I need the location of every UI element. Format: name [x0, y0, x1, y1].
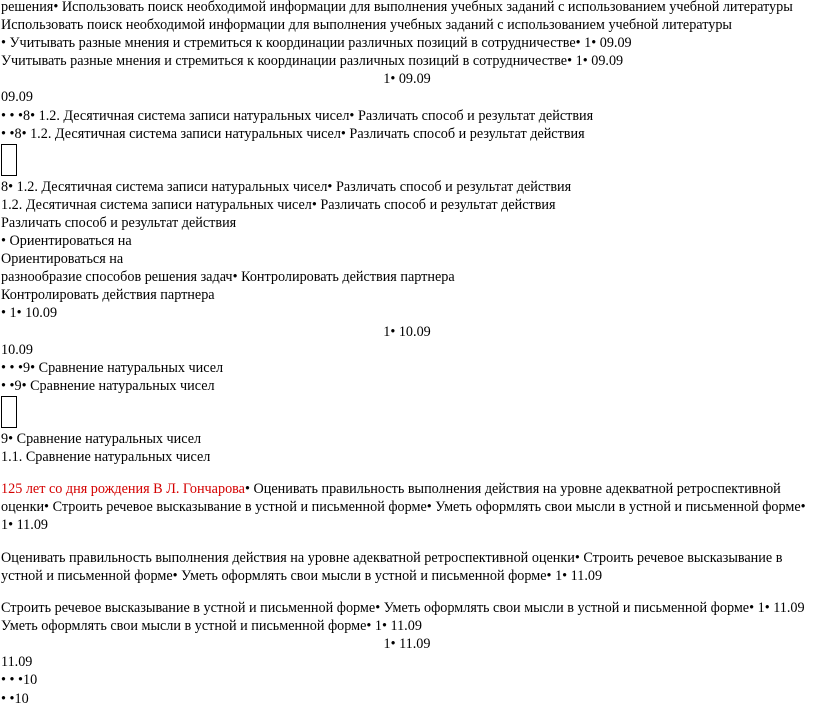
empty-box — [1, 144, 17, 176]
text-line: 8• 1.2. Десятичная система записи натуральных чисел• Различать способ и результат действия — [1, 178, 572, 195]
text-line: • Ориентироваться на — [1, 233, 132, 250]
text-line: • Учитывать разные мнения и стремиться к координации различных позиций в сотрудничестве• 1• 09.09 — [1, 35, 632, 52]
text-line: • • •9• Сравнение натуральных чисел — [1, 359, 224, 376]
text-paragraph: Оценивать правильность выполнения действия на уровне адекватной ретроспективной оценки• Строить речевое высказывание в устной и письменной форме• Уметь оформлять свои мысли в устной и письменной форме• 1• 11.09 — [1, 549, 783, 584]
text-line: 1• 11.09 — [383, 636, 431, 653]
text-line: Уметь оформлять свои мысли в устной и письменной форме• 1• 11.09 — [1, 618, 422, 635]
text-line: 1• 09.09 — [383, 71, 431, 88]
text-line: • • •8• 1.2. Десятичная система записи натуральных чисел• Различать способ и результат действия — [1, 107, 594, 124]
text-span: • Оценивать правильность выполнения действия на уровне адекватной ретроспективной оценки• Строить речевое высказывание в устной и письменной форме• Уметь оформлять свои мысли в устной и письменной форме• 1• 11.09 — [1, 481, 806, 534]
text-line: • 1• 10.09 — [1, 305, 58, 322]
text-line: Различать способ и результат действия — [1, 214, 237, 231]
text-line: 11.09 — [1, 654, 33, 671]
text-line: 1.1. Сравнение натуральных чисел — [1, 448, 211, 465]
text-line: 1.2. Десятичная система записи натуральных чисел• Различать способ и результат действия — [1, 196, 556, 213]
text-line: • •10 — [1, 690, 29, 707]
text-line: • • •10 — [1, 672, 38, 689]
text-line: 09.09 — [1, 89, 33, 106]
text-line: Строить речевое высказывание в устной и письменной форме• Уметь оформлять свои мысли в устной и письменной форме• 1• 11.09 — [1, 600, 805, 617]
text-line: решения• Использовать поиск необходимой информации для выполнения учебных заданий с использованием учебной литературы — [1, 0, 793, 15]
text-line: Учитывать разные мнения и стремиться к координации различных позиций в сотрудничестве• 1• 09.09 — [1, 53, 624, 70]
text-line: Контролировать действия партнера — [1, 287, 215, 304]
document-body — [1, 0, 813, 708]
text-line: Использовать поиск необходимой информации для выполнения учебных заданий с использованием учебной литературы — [1, 17, 732, 34]
text-line: 10.09 — [1, 341, 33, 358]
text-line: 9• Сравнение натуральных чисел — [1, 430, 202, 447]
anniversary-highlight: 125 лет со дня рождения В Л. Гончарова — [1, 481, 245, 498]
empty-box — [1, 396, 17, 428]
text-line: Ориентироваться на — [1, 251, 124, 268]
text-line: • •9• Сравнение натуральных чисел — [1, 377, 215, 394]
text-line: 1• 10.09 — [383, 323, 431, 340]
text-line: разнообразие способов решения задач• Контролировать действия партнера — [1, 269, 455, 286]
text-paragraph — [1, 480, 813, 534]
text-line: • •8• 1.2. Десятичная система записи натуральных чисел• Различать способ и результат действия — [1, 125, 585, 142]
